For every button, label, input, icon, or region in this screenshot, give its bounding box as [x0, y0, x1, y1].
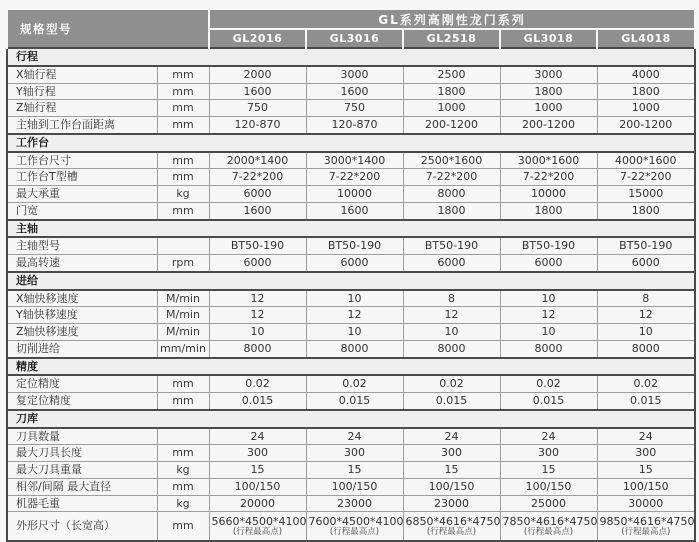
param-value: 1800	[403, 202, 500, 219]
param-value: 15	[209, 462, 306, 479]
param-unit: mm	[157, 169, 209, 186]
param-unit: M/min	[157, 324, 209, 341]
param-value: 8	[403, 290, 500, 307]
table-row	[7, 152, 695, 169]
spec-table	[6, 8, 696, 542]
param-value: 25000	[500, 495, 597, 512]
model-header-gl3018: GL3018	[500, 29, 597, 48]
param-value: 3000*1400	[306, 152, 403, 169]
param-unit: M/min	[157, 290, 209, 307]
param-value	[209, 512, 306, 542]
param-value: 1000	[597, 100, 695, 117]
param-name: Z轴快移速度	[7, 324, 157, 341]
param-value: 10	[403, 324, 500, 341]
param-value: 10000	[306, 186, 403, 203]
spec-model-label: 规格型号	[7, 9, 209, 48]
param-unit	[157, 428, 209, 445]
param-value: 6000	[597, 255, 695, 272]
param-value: 10000	[500, 186, 597, 203]
param-name: 主轴型号	[7, 237, 157, 254]
param-value: 120-870	[209, 117, 306, 134]
param-value: 4000	[597, 66, 695, 83]
dimension-note: (行程最高点)	[232, 527, 283, 538]
param-name: 复定位精度	[7, 393, 157, 410]
param-unit: mm	[157, 445, 209, 462]
param-unit: M/min	[157, 307, 209, 324]
table-row	[7, 186, 695, 203]
param-value: 750	[209, 100, 306, 117]
param-value: 100/150	[306, 478, 403, 495]
table-row	[7, 100, 695, 117]
series-header-row	[7, 9, 695, 29]
param-name: 工作台T型槽	[7, 169, 157, 186]
param-value: 300	[306, 445, 403, 462]
model-header-gl3016: GL3016	[306, 29, 403, 48]
param-value: 23000	[306, 495, 403, 512]
series-title: GL系列高刚性龙门系列	[209, 9, 695, 29]
param-value: BT50-190	[403, 237, 500, 254]
table-row	[7, 340, 695, 357]
param-value: 0.02	[403, 375, 500, 392]
section-row	[7, 358, 695, 376]
param-value: 1000	[500, 100, 597, 117]
param-value: 24	[597, 428, 695, 445]
param-value: 200-1200	[403, 117, 500, 134]
param-value: 6000	[209, 255, 306, 272]
section-label: 主轴	[7, 220, 695, 238]
param-value: 24	[500, 428, 597, 445]
section-row	[7, 272, 695, 290]
param-value: 300	[403, 445, 500, 462]
param-value: 10	[306, 290, 403, 307]
param-value: 1600	[209, 83, 306, 100]
param-value	[500, 512, 597, 542]
table-row	[7, 324, 695, 341]
param-value: 200-1200	[500, 117, 597, 134]
param-value: 0.015	[403, 393, 500, 410]
param-value: 12	[597, 307, 695, 324]
section-label: 进给	[7, 272, 695, 290]
dimension-note: (行程最高点)	[523, 527, 574, 538]
param-value: 10	[500, 290, 597, 307]
param-value: 7-22*200	[500, 169, 597, 186]
param-value: 7-22*200	[403, 169, 500, 186]
param-unit: kg	[157, 462, 209, 479]
param-value: 0.02	[597, 375, 695, 392]
table-row	[7, 255, 695, 272]
param-value: 300	[209, 445, 306, 462]
param-value: 6000	[209, 186, 306, 203]
param-value: 10	[209, 324, 306, 341]
param-value: 1800	[500, 202, 597, 219]
param-unit: kg	[157, 495, 209, 512]
param-value: BT50-190	[597, 237, 695, 254]
model-header-gl2016: GL2016	[209, 29, 306, 48]
param-value: BT50-190	[500, 237, 597, 254]
param-value: 12	[500, 307, 597, 324]
section-row	[7, 48, 695, 66]
dimension-note: (行程最高点)	[621, 527, 671, 538]
param-value: 15000	[597, 186, 695, 203]
table-row	[7, 237, 695, 254]
param-value: 15	[306, 462, 403, 479]
param-value: 7-22*200	[597, 169, 695, 186]
param-name: 最大刀具长度	[7, 445, 157, 462]
param-name: 定位精度	[7, 375, 157, 392]
param-name: X轴快移速度	[7, 290, 157, 307]
param-value: 6000	[500, 255, 597, 272]
param-value: 10	[597, 324, 695, 341]
dimension-value: 9850*4616*4750	[599, 514, 695, 528]
param-value: 0.015	[500, 393, 597, 410]
param-value: 0.015	[306, 393, 403, 410]
param-name: 主轴到工作台面距离	[7, 117, 157, 134]
param-value: 1800	[597, 83, 695, 100]
param-value: 20000	[209, 495, 306, 512]
param-value: BT50-190	[209, 237, 306, 254]
param-value: 1800	[500, 83, 597, 100]
table-row	[7, 83, 695, 100]
param-value: 15	[597, 462, 695, 479]
param-name: 相邻/间隔 最大直径	[7, 478, 157, 495]
param-value: 30000	[597, 495, 695, 512]
param-value: 8000	[500, 340, 597, 357]
param-value: 8000	[306, 340, 403, 357]
table-row	[7, 375, 695, 392]
param-value: 3000	[306, 66, 403, 83]
param-name: 机器毛重	[7, 495, 157, 512]
param-value: 2500	[403, 66, 500, 83]
param-name: 最高转速	[7, 255, 157, 272]
table-row	[7, 202, 695, 219]
spec-table-body	[7, 48, 695, 541]
param-value: 15	[403, 462, 500, 479]
table-row	[7, 512, 695, 542]
param-value: 1800	[403, 83, 500, 100]
param-value: 100/150	[597, 478, 695, 495]
table-row	[7, 307, 695, 324]
table-row	[7, 495, 695, 512]
param-value: 300	[500, 445, 597, 462]
param-name: 最大刀具重量	[7, 462, 157, 479]
param-value: 2500*1600	[403, 152, 500, 169]
param-unit: kg	[157, 186, 209, 203]
section-label: 刀库	[7, 410, 695, 428]
param-value: 23000	[403, 495, 500, 512]
param-value: 8000	[209, 340, 306, 357]
param-value: 8000	[597, 340, 695, 357]
param-value: 6000	[403, 255, 500, 272]
param-value: 120-870	[306, 117, 403, 134]
model-header-gl2518: GL2518	[403, 29, 500, 48]
section-row	[7, 220, 695, 238]
section-label: 精度	[7, 358, 695, 376]
param-value: 300	[597, 445, 695, 462]
param-value: 3000*1600	[500, 152, 597, 169]
param-value: 0.02	[306, 375, 403, 392]
dimension-value: 5660*4500*4100	[211, 514, 307, 528]
param-value: 24	[306, 428, 403, 445]
param-unit: mm	[157, 202, 209, 219]
table-header	[7, 9, 695, 48]
dimension-note: (行程最高点)	[426, 527, 477, 538]
param-value	[403, 512, 500, 542]
param-unit: mm	[157, 100, 209, 117]
param-name: 工作台尺寸	[7, 152, 157, 169]
param-value: 1800	[597, 202, 695, 219]
param-value: 200-1200	[597, 117, 695, 134]
param-name: 外形尺寸（长宽高）	[7, 512, 157, 542]
param-value: 8000	[403, 340, 500, 357]
param-value: 7-22*200	[209, 169, 306, 186]
param-value: 3000	[500, 66, 597, 83]
param-value: 7-22*200	[306, 169, 403, 186]
table-row	[7, 169, 695, 186]
param-value: 2000*1400	[209, 152, 306, 169]
section-label: 行程	[7, 48, 695, 66]
param-value: 15	[500, 462, 597, 479]
table-row	[7, 66, 695, 83]
table-row	[7, 428, 695, 445]
param-name: Y轴行程	[7, 83, 157, 100]
param-unit: mm/min	[157, 340, 209, 357]
param-unit: mm	[157, 66, 209, 83]
param-unit: mm	[157, 375, 209, 392]
section-row	[7, 410, 695, 428]
param-name: 刀具数量	[7, 428, 157, 445]
dimension-note: (行程最高点)	[329, 527, 380, 538]
param-unit: mm	[157, 152, 209, 169]
param-value: 100/150	[403, 478, 500, 495]
param-value: 24	[403, 428, 500, 445]
table-row	[7, 478, 695, 495]
param-value: 100/150	[500, 478, 597, 495]
param-value: 10	[306, 324, 403, 341]
param-unit: mm	[157, 83, 209, 100]
dimension-value: 7600*4500*4100	[308, 514, 404, 528]
table-row	[7, 462, 695, 479]
section-label: 工作台	[7, 134, 695, 152]
param-value: 1000	[403, 100, 500, 117]
table-row	[7, 393, 695, 410]
param-value: 12	[403, 307, 500, 324]
param-unit: mm	[157, 393, 209, 410]
param-value: 12	[209, 307, 306, 324]
param-name: X轴行程	[7, 66, 157, 83]
param-name: Z轴行程	[7, 100, 157, 117]
param-name: Y轴快移速度	[7, 307, 157, 324]
param-name: 门宽	[7, 202, 157, 219]
param-value: 100/150	[209, 478, 306, 495]
param-value: 8000	[403, 186, 500, 203]
param-unit: mm	[157, 117, 209, 134]
param-value: 0.02	[500, 375, 597, 392]
param-value: 24	[209, 428, 306, 445]
param-value	[306, 512, 403, 542]
model-header-gl4018: GL4018	[597, 29, 695, 48]
dimension-value: 7850*4616*4750	[502, 514, 598, 528]
param-value: BT50-190	[306, 237, 403, 254]
param-value: 6000	[306, 255, 403, 272]
param-value: 1600	[306, 202, 403, 219]
param-unit: mm	[157, 512, 209, 542]
dimension-value: 6850*4616*4750	[405, 514, 501, 528]
param-value: 2000	[209, 66, 306, 83]
param-unit: rpm	[157, 255, 209, 272]
param-name: 最大承重	[7, 186, 157, 203]
param-value: 4000*1600	[597, 152, 695, 169]
param-value: 12	[306, 307, 403, 324]
param-value: 750	[306, 100, 403, 117]
param-value: 10	[500, 324, 597, 341]
param-unit	[157, 237, 209, 254]
param-value: 1600	[306, 83, 403, 100]
table-row	[7, 445, 695, 462]
param-value: 8	[597, 290, 695, 307]
table-row	[7, 117, 695, 134]
param-value: 1600	[209, 202, 306, 219]
param-unit: mm	[157, 478, 209, 495]
param-value: 12	[209, 290, 306, 307]
param-value: 0.02	[209, 375, 306, 392]
section-row	[7, 134, 695, 152]
param-name: 切削进给	[7, 340, 157, 357]
param-value	[597, 512, 695, 542]
table-row	[7, 290, 695, 307]
param-value: 0.015	[597, 393, 695, 410]
param-value: 0.015	[209, 393, 306, 410]
